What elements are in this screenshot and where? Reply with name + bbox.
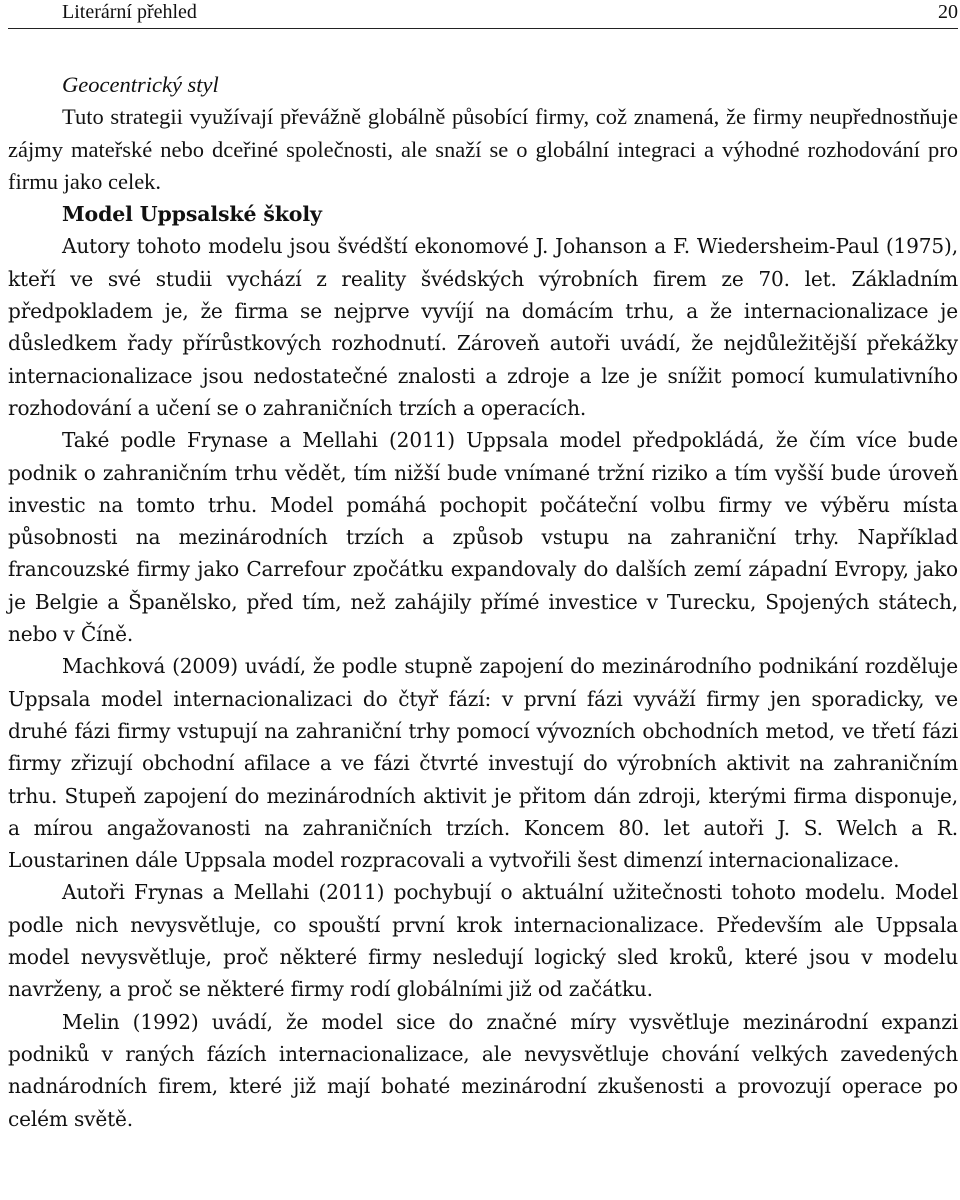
heading-geocentric: Geocentrický styl [62, 72, 219, 97]
page-header [8, 0, 958, 29]
page-content [8, 69, 958, 1135]
chapter-title: Literární přehled [62, 1, 197, 23]
paragraph-uppsala-3: Machková (2009) uvádí, že podle stupně zapojení do mezinárodního podnikání rozděluje Uppsala model internacionalizaci do čtyř fází: v první fázi vyváží firmy jen sporadicky, ve druhé fázi firmy vstupují na zahraniční trhy pomocí vývozních obchodních metod, ve třetí fázi firmy zřizují obchodní afilace a ve fázi čtvrté investují do výrobních aktivit na zahraničním trhu. Stupeň zapojení do mezinárodních aktivit je přitom dán zdroji, kterými firma disponuje, a mírou angažovanosti na zahraničních trzích. Koncem 80. let autoři J. S. Welch a R. Loustarinen dále Uppsala model rozpracovali a vytvořili šest dimenzí internacionalizace. [8, 654, 958, 873]
paragraph-uppsala-1: Autory tohoto modelu jsou švédští ekonomové J. Johanson a F. Wiedersheim-Paul (1975), kteří ve své studii vychází z reality švédských výrobních firem ze 70. let. Základním předpokladem je, že firma se nejprve vyvíjí na domácím trhu, a že internacionalizace je důsledkem řady přírůstkových rozhodnutí. Zároveň autoři uvádí, že nejdůležitější překážky internacionalizace jsou nedostatečné znalosti a zdroje a lze je snížit pomocí kumulativního rozhodování a učení se o zahraničních trzích a operacích. [8, 234, 958, 420]
heading-uppsala: Model Uppsalské školy [62, 202, 322, 227]
section-uppsala [8, 198, 958, 1135]
paragraph-uppsala-5: Melin (1992) uvádí, že model sice do značné míry vysvětluje mezinárodní expanzi podniků v raných fázích internacionalizace, ale nevysvětluje chování velkých zavedených nadnárodních firem, které již mají bohaté mezinárodní zkušenosti a provozují operace po celém světě. [8, 1009, 958, 1131]
paragraph-geocentric: Tuto strategii využívají převážně globálně působící firmy, což znamená, že firmy neupřednostňuje zájmy mateřské nebo dceřiné společnosti, ale snaží se o globální integraci a výhodné rozhodování pro firmu jako celek. [8, 104, 958, 194]
paragraph-uppsala-2: Také podle Frynase a Mellahi (2011) Uppsala model předpokládá, že čím více bude podnik o zahraničním trhu vědět, tím nižší bude vnímané tržní riziko a tím vyšší bude úroveň investic na tomto trhu. Model pomáhá pochopit počáteční volbu firmy ve výběru místa působnosti na mezinárodních trzích a způsob vstupu na zahraniční trhy. Například francouzské firmy jako Carrefour zpočátku expandovaly do dalších zemí západní Evropy, jako je Belgie a Španělsko, před tím, než zahájily přímé investice v Turecku, Spojených státech, nebo v Číně. [8, 428, 958, 647]
paragraph-uppsala-4: Autoři Frynas a Mellahi (2011) pochybují o aktuální užitečnosti tohoto modelu. Model podle nich nevysvětluje, co spouští první krok internacionalizace. Především ale Uppsala model nevysvětluje, proč některé firmy nesledují logický sled kroků, které jsou v modelu navrženy, a proč se některé firmy rodí globálními již od začátku. [8, 880, 958, 1002]
page-number: 20 [938, 1, 958, 23]
section-geocentric [8, 69, 958, 198]
